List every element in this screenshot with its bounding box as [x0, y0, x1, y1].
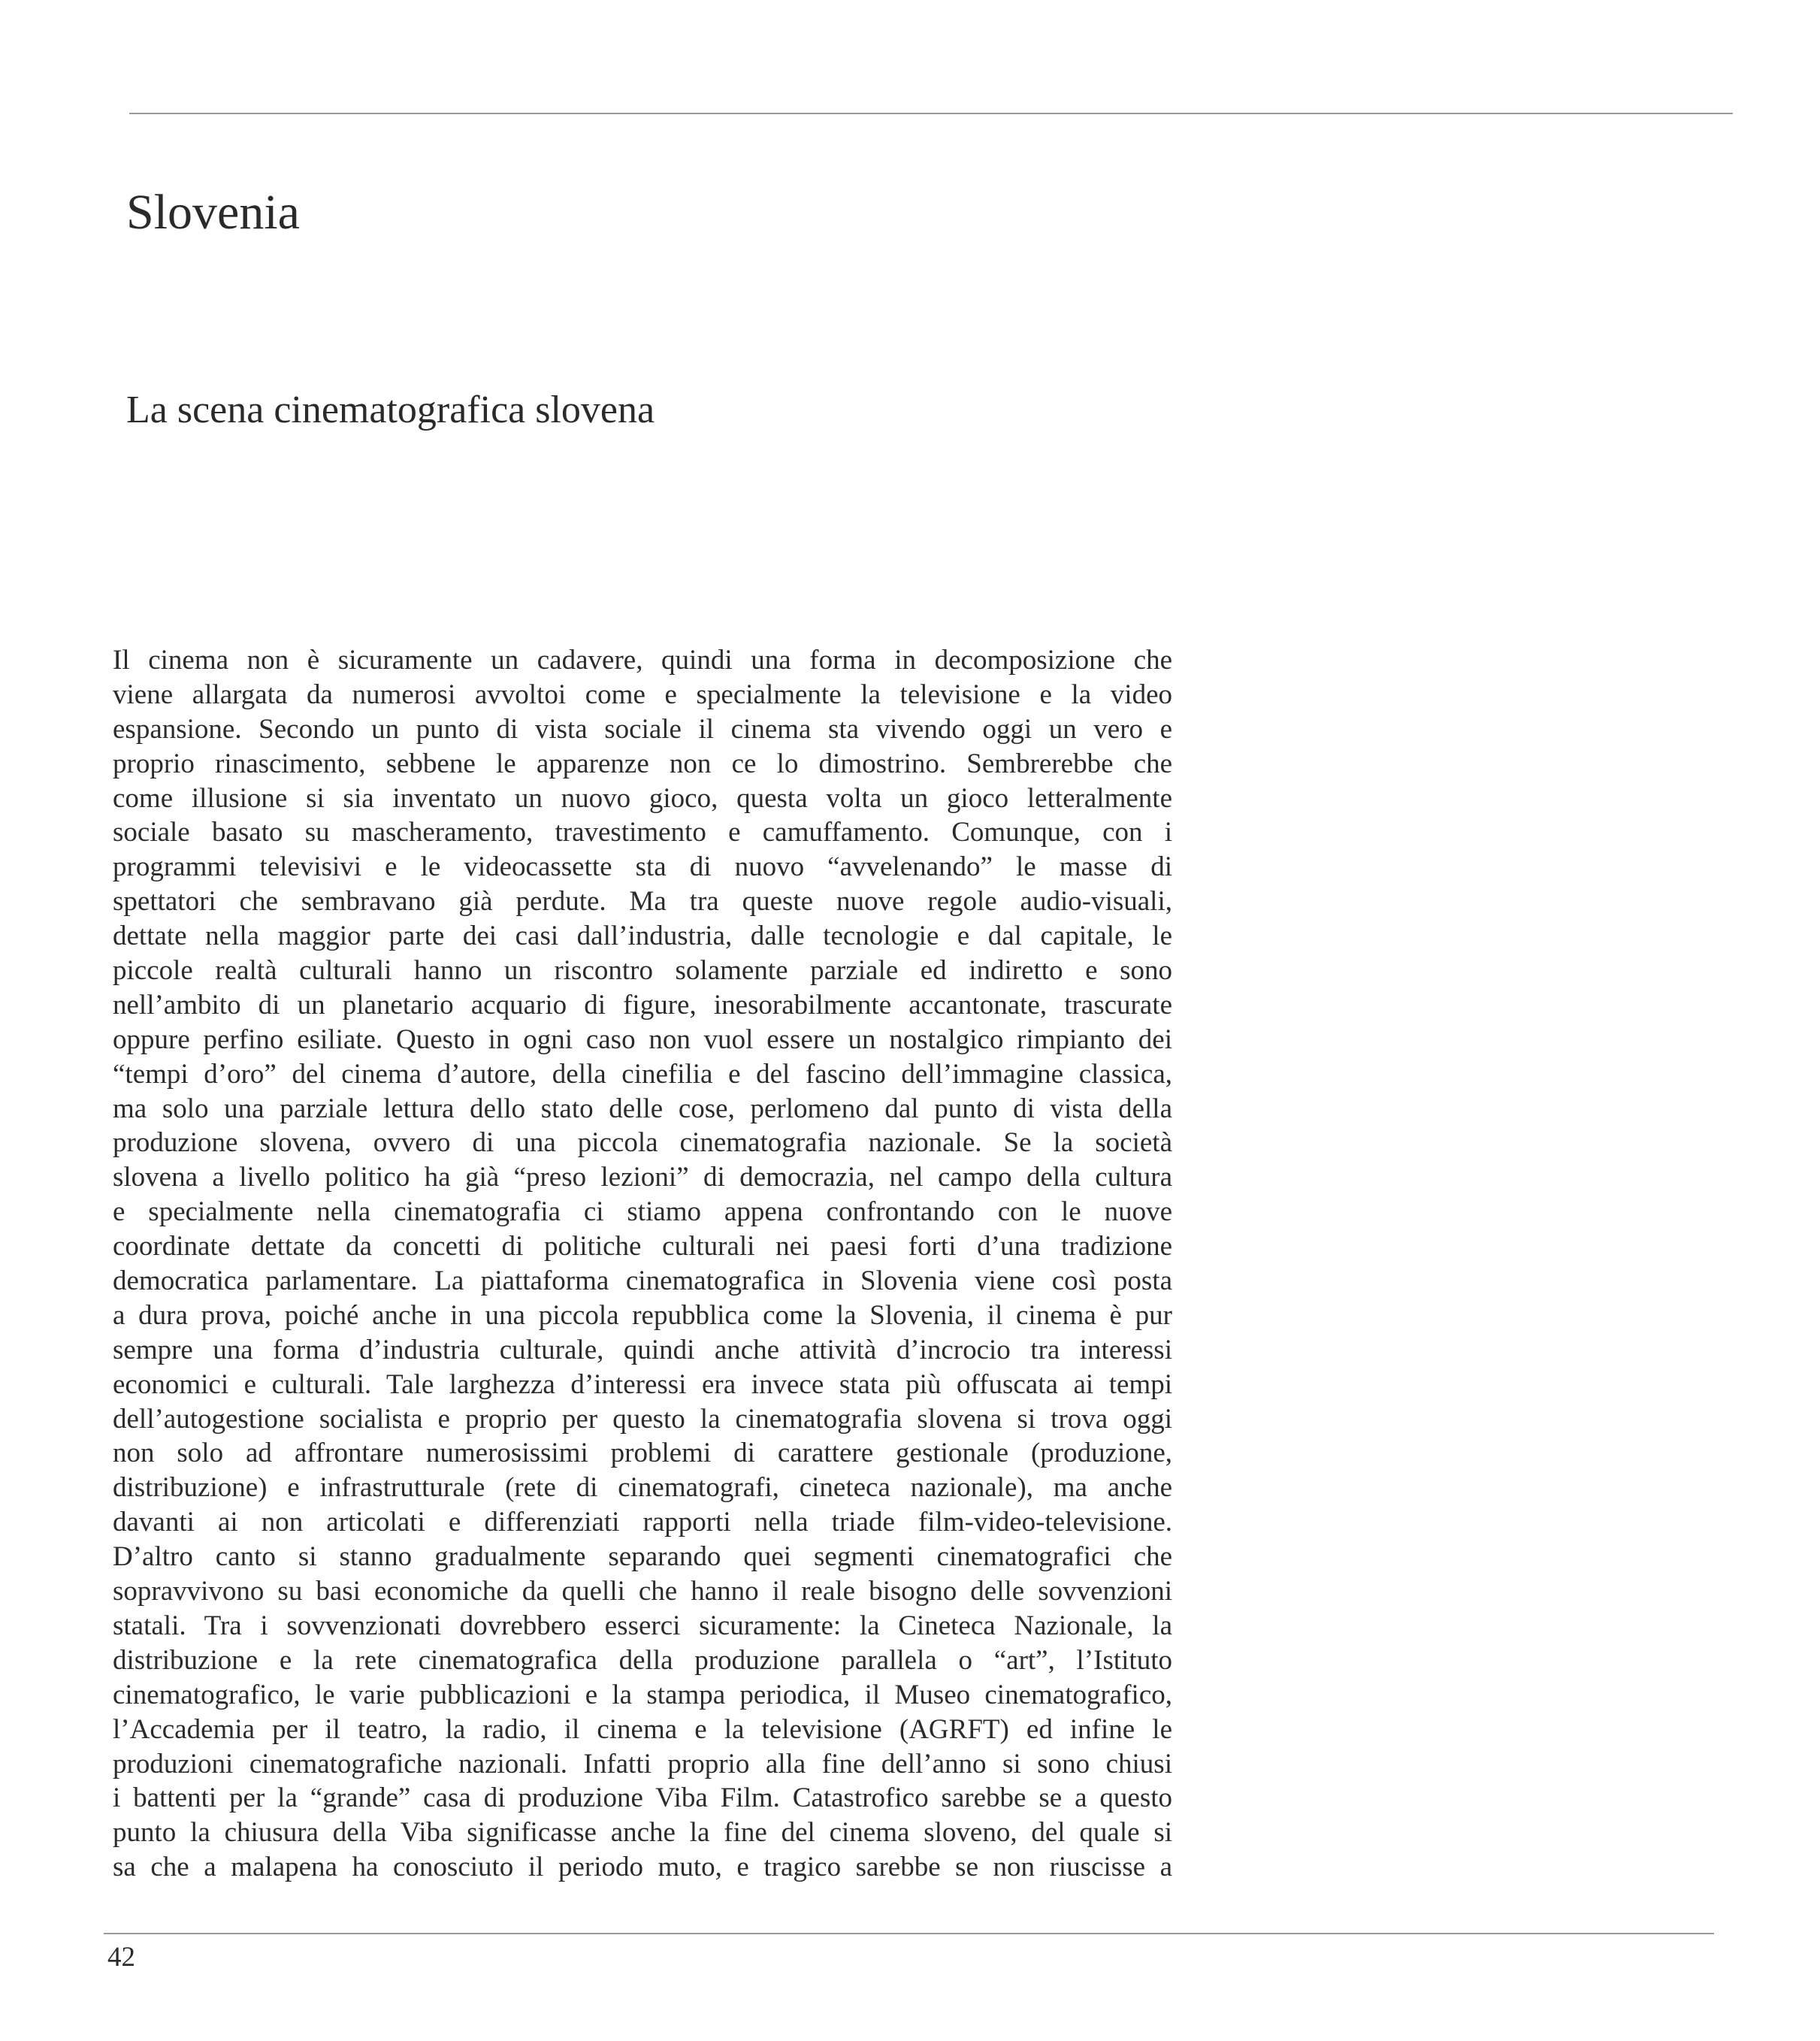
text-line: democratica parlamentare. La piattaforma cinematografica in Slovenia viene così posta	[113, 1265, 1172, 1297]
text-line: distribuzione e la rete cinematografica della produzione parallela o “art”, l’Istituto	[113, 1644, 1172, 1676]
footer-rule	[104, 1933, 1714, 1934]
text-line: sociale basato su mascheramento, travestimento e camuffamento. Comunque, con i	[113, 817, 1172, 848]
text-line: Il cinema non è sicuramente un cadavere, quindi una forma in decomposizione che	[113, 645, 1172, 676]
text-line: coordinate dettate da concetti di politiche culturali nei paesi forti d’una tradizione	[113, 1231, 1172, 1262]
text-line: non solo ad affrontare numerosissimi problemi di carattere gestionale (produzione,	[113, 1438, 1172, 1469]
text-line: espansione. Secondo un punto di vista sociale il cinema sta vivendo oggi un vero e	[113, 713, 1172, 745]
text-line: produzioni cinematografiche nazionali. Infatti proprio alla fine dell’anno si sono chiusi	[113, 1748, 1172, 1779]
text-line: i battenti per la “grande” casa di produzione Viba Film. Catastrofico sarebbe se a questo	[113, 1782, 1172, 1814]
text-line: ma solo una parziale lettura dello stato delle cose, perlomeno dal punto di vista della	[113, 1093, 1172, 1124]
text-line: proprio rinascimento, sebbene le apparenze non ce lo dimostrino. Sembrerebbe che	[113, 748, 1172, 779]
text-line: D’altro canto si stanno gradualmente separando quei segmenti cinematografici che	[113, 1541, 1172, 1573]
text-line: economici e culturali. Tale larghezza d’interessi era invece stata più offuscata ai tempi	[113, 1368, 1172, 1400]
section-title: La scena cinematografica slovena	[126, 389, 655, 431]
text-line: cinematografico, le varie pubblicazioni e la stampa periodica, il Museo cinematografico,	[113, 1679, 1172, 1710]
text-line: produzione slovena, ovvero di una piccola cinematografia nazionale. Se la società	[113, 1127, 1172, 1159]
text-line: sa che a malapena ha conosciuto il periodo muto, e tragico sarebbe se non riuscisse a	[113, 1852, 1172, 1883]
text-line: “tempi d’oro” del cinema d’autore, della cinefilia e del fascino dell’immagine classica,	[113, 1058, 1172, 1090]
text-line: e specialmente nella cinematografia ci stiamo appena confrontando con le nuove	[113, 1196, 1172, 1228]
text-line: dell’autogestione socialista e proprio per questo la cinematografia slovena si trova oggi	[113, 1403, 1172, 1435]
page-title: Slovenia	[126, 185, 300, 240]
text-line: oppure perfino esiliate. Questo in ogni caso non vuol essere un nostalgico rimpianto dei	[113, 1024, 1172, 1055]
text-line: sopravvivono su basi economiche da quelli che hanno il reale bisogno delle sovvenzioni	[113, 1576, 1172, 1607]
text-line: punto la chiusura della Viba significasse anche la fine del cinema sloveno, del quale si	[113, 1817, 1172, 1849]
text-line: a dura prova, poiché anche in una piccola repubblica come la Slovenia, il cinema è pur	[113, 1299, 1172, 1331]
body-text	[113, 643, 1172, 1885]
text-line: come illusione si sia inventato un nuovo gioco, questa volta un gioco letteralmente	[113, 782, 1172, 814]
text-line: slovena a livello politico ha già “preso lezioni” di democrazia, nel campo della cultura	[113, 1162, 1172, 1193]
text-line: programmi televisivi e le videocassette sta di nuovo “avvelenando” le masse di	[113, 851, 1172, 883]
text-line: dettate nella maggior parte dei casi dall’industria, dalle tecnologie e dal capitale, le	[113, 921, 1172, 952]
text-line: l’Accademia per il teatro, la radio, il cinema e la televisione (AGRFT) ed infine le	[113, 1713, 1172, 1745]
text-line: nell’ambito di un planetario acquario di figure, inesorabilmente accantonate, trascurate	[113, 989, 1172, 1020]
text-line: piccole realtà culturali hanno un riscontro solamente parziale ed indiretto e sono	[113, 955, 1172, 987]
text-line: viene allargata da numerosi avvoltoi come e specialmente la televisione e la video	[113, 679, 1172, 710]
text-line: statali. Tra i sovvenzionati dovrebbero esserci sicuramente: la Cineteca Nazionale, la	[113, 1610, 1172, 1641]
page-number: 42	[107, 1942, 135, 1973]
text-line: distribuzione) e infrastrutturale (rete di cinematografi, cineteca nazionale), ma anche	[113, 1472, 1172, 1504]
text-line: sempre una forma d’industria culturale, quindi anche attività d’incrocio tra interessi	[113, 1334, 1172, 1365]
text-line: spettatori che sembravano già perdute. Ma tra queste nuove regole audio-visuali,	[113, 886, 1172, 918]
header-rule	[129, 113, 1733, 114]
text-line: davanti ai non articolati e differenziati rapporti nella triade film-video-televisione.	[113, 1507, 1172, 1538]
